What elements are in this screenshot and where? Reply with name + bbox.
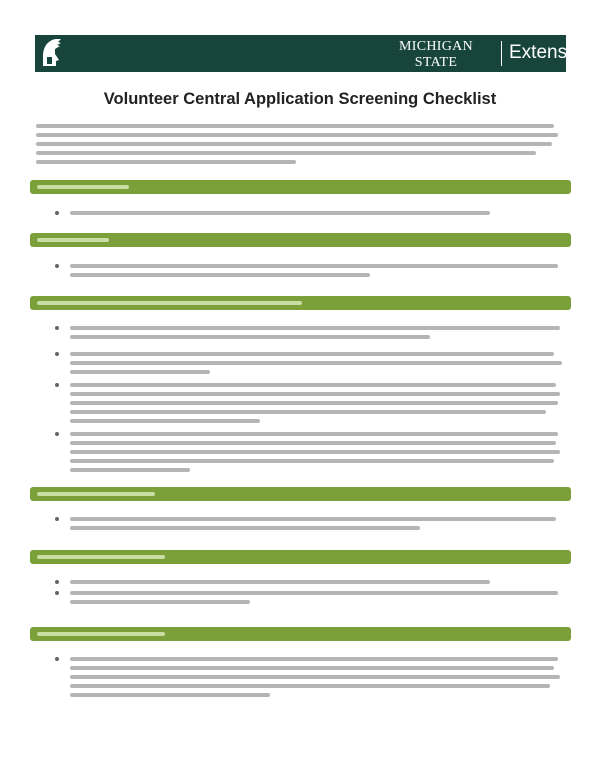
section-heading-bar	[30, 233, 571, 247]
section-heading-bar	[30, 180, 571, 194]
intro-paragraph	[36, 124, 558, 169]
msu-extension-banner	[35, 35, 593, 82]
extension-label: Extension	[509, 42, 593, 63]
msu-wordmark-top: MICHIGAN STATE	[399, 39, 473, 70]
banner-divider	[501, 41, 502, 66]
section-heading-bar	[30, 550, 571, 564]
section-heading-bar	[30, 296, 571, 310]
section-heading-bar	[30, 487, 571, 501]
section-heading-bar	[30, 627, 571, 641]
msu-wordmark	[377, 39, 495, 82]
document-title: Volunteer Central Application Screening Checklist	[103, 90, 497, 108]
spartan-helmet-icon	[37, 37, 65, 70]
msu-wordmark-bottom: UNIVERSITY	[394, 72, 478, 82]
